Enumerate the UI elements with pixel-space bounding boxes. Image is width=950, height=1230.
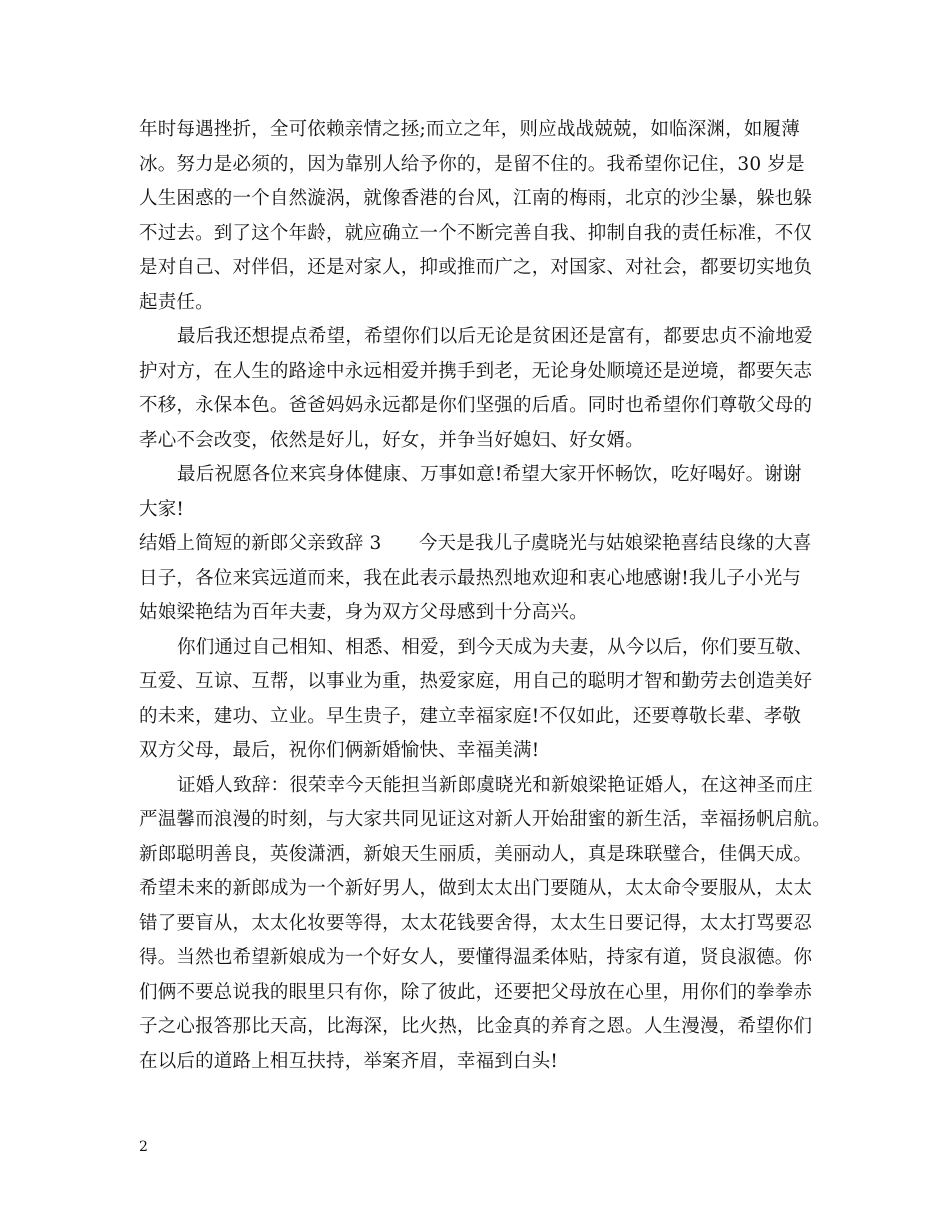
text-line: 互爱、互谅、互帮，以事业为重，热爱家庭，用自己的聪明才智和勤劳去创造美好 xyxy=(139,671,813,692)
paragraph-first-line: 证婚人致辞：很荣幸今天能担当新郎虞晓光和新娘梁艳证婚人，在这神圣而庄 xyxy=(177,774,813,796)
text-line: 是对自己、对伴侣，还是对家人，抑或推而广之，对国家、对社会，都要切实地负 xyxy=(139,257,813,278)
text-line: 年时每遇挫折，全可依赖亲情之拯;而立之年，则应战战兢兢，如临深渊，如履薄 xyxy=(139,119,800,140)
section-heading-line: 结婚上简短的新郎父亲致辞 3 今天是我儿子虞晓光与姑娘梁艳喜结良缘的大喜 xyxy=(139,533,812,554)
text-line: 双方父母，最后，祝你们俩新婚愉快、幸福美满! xyxy=(139,740,540,761)
text-line: 得。当然也希望新娘成为一个好女人，要懂得温柔体贴，持家有道，贤良淑德。你 xyxy=(139,947,813,968)
paragraph-first-line: 最后祝愿各位来宾身体健康、万事如意!希望大家开怀畅饮，吃好喝好。谢谢 xyxy=(177,464,802,485)
document-body xyxy=(139,113,831,1079)
text-line: 孝心不会改变，依然是好儿，好女，并争当好媳妇、好女婿。 xyxy=(139,429,644,451)
text-line: 错了要盲从，太太化妆要等得，太太花钱要舍得，太太生日要记得，太太打骂要忍 xyxy=(139,912,813,934)
paragraph-first-line: 最后我还想提点希望，希望你们以后无论是贫困还是富有，都要忠贞不渝地爱 xyxy=(177,326,813,347)
text-line: 冰。努力是必须的，因为靠别人给予你的，是留不住的。我希望你记住，30 岁是 xyxy=(139,153,805,175)
text-line: 新郎聪明善良，英俊潇洒，新娘天生丽质，美丽动人，真是珠联璧合，佳偶天成。 xyxy=(139,843,813,865)
paragraph-first-line: 你们通过自己相知、相悉、相爱，到今天成为夫妻，从今以后，你们要互敬、 xyxy=(177,636,813,658)
text-line: 严温馨而浪漫的时刻，与大家共同见证这对新人开始甜蜜的新生活，幸福扬帆启航。 xyxy=(139,809,831,830)
text-line: 希望未来的新郎成为一个新好男人，做到太太出门要随从，太太命令要服从，太太 xyxy=(139,878,813,899)
text-line: 护对方，在人生的路途中永远相爱并携手到老，无论身处顺境还是逆境，都要矢志 xyxy=(139,360,813,382)
text-line: 不移，永保本色。爸爸妈妈永远都是你们坚强的后盾。同时也希望你们尊敬父母的 xyxy=(139,395,813,416)
text-line: 姑娘梁艳结为百年夫妻，身为双方父母感到十分高兴。 xyxy=(139,602,588,623)
text-line: 人生困惑的一个自然漩涡，就像香港的台风，江南的梅雨，北京的沙尘暴，躲也躲 xyxy=(139,188,813,209)
text-line: 们俩不要总说我的眼里只有你，除了彼此，还要把父母放在心里，用你们的拳拳赤 xyxy=(139,981,813,1003)
text-line: 大家! xyxy=(139,498,185,520)
text-line: 不过去。到了这个年龄，就应确立一个不断完善自我、抑制自我的责任标准，不仅 xyxy=(139,222,813,244)
text-line: 日子，各位来宾远道而来，我在此表示最热烈地欢迎和衷心地感谢!我儿子小光与 xyxy=(139,567,802,589)
text-line: 起责任。 xyxy=(139,291,214,313)
page-number: 2 xyxy=(139,1139,148,1155)
text-line: 在以后的道路上相互扶持，举案齐眉，幸福到白头! xyxy=(139,1050,559,1072)
text-line: 的未来，建功、立业。早生贵子，建立幸福家庭!不仅如此，还要尊敬长辈、孝敬 xyxy=(139,705,802,727)
text-line: 子之心报答那比天高，比海深，比火热，比金真的养育之恩。人生漫漫，希望你们 xyxy=(139,1016,813,1037)
